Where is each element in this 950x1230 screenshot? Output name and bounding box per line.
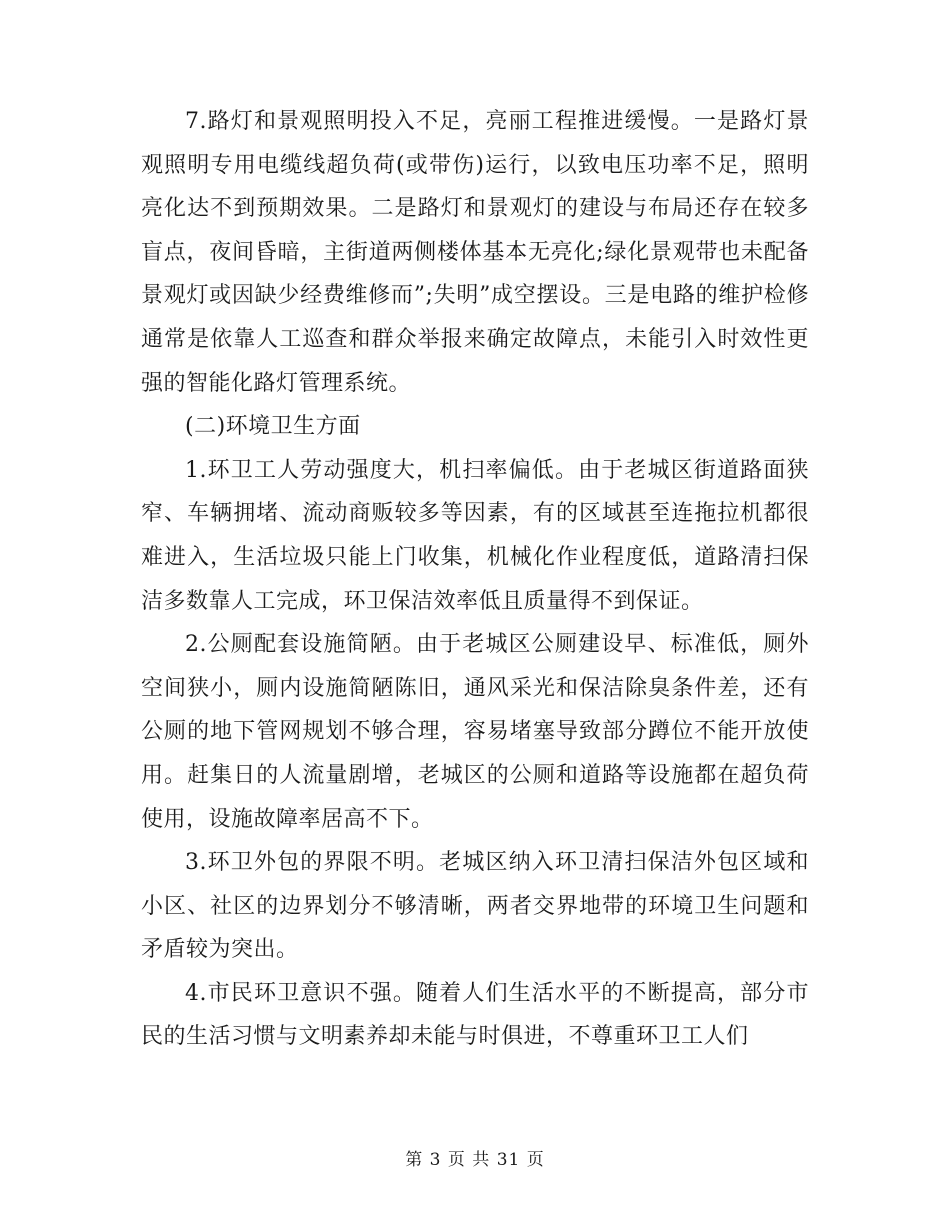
paragraph-sanitation-workers: 1.环卫工人劳动强度大，机扫率偏低。由于老城区街道路面狭窄、车辆拥堵、流动商贩较多等因素，有的区域甚至连拖拉机都很难进入，生活垃圾只能上门收集，机械化作业程度低，道路清扫保洁多数靠人工完成，环卫保洁效率低且质量得不到保证。 [141,457,809,614]
paragraph-outsourcing-boundaries: 3.环卫外包的界限不明。老城区纳入环卫清扫保洁外包区域和小区、社区的边界划分不够清晰，两者交界地带的环境卫生问题和矛盾较为突出。 [141,850,809,963]
page-number-footer: 第 3 页 共 31 页 [405,1150,545,1170]
paragraph-streetlight-lighting: 7.路灯和景观照明投入不足，亮丽工程推进缓慢。一是路灯景观照明专用电缆线超负荷(或带伤)运行，以致电压功率不足，照明亮化达不到预期效果。二是路灯和景观灯的建设与布局还存在较多盲点，夜间昏暗，主街道两侧楼体基本无亮化;绿化景观带也未配备景观灯或因缺少经费维修而”;失明”成空摆设。三是电路的维护检修通常是依靠人工巡查和群众举报来确定故障点，未能引入时效性更强的智能化路灯管理系统。 [141,109,809,396]
paragraph-citizen-awareness: 4.市民环卫意识不强。随着人们生活水平的不断提高，部分市民的生活习惯与文明素养却未能与时俱进，不尊重环卫工人们 [141,980,809,1050]
paragraph-public-toilets: 2.公厕配套设施简陋。由于老城区公厕建设早、标准低，厕外空间狭小，厕内设施简陋陈旧，通风采光和保洁除臭条件差，还有公厕的地下管网规划不够合理，容易堵塞导致部分蹲位不能开放使用。赶集日的人流量剧增，老城区的公厕和道路等设施都在超负荷使用，设施故障率居高不下。 [141,632,809,832]
section-heading-sanitation: (二)环境卫生方面 [185,414,361,440]
document-body [141,100,809,1059]
